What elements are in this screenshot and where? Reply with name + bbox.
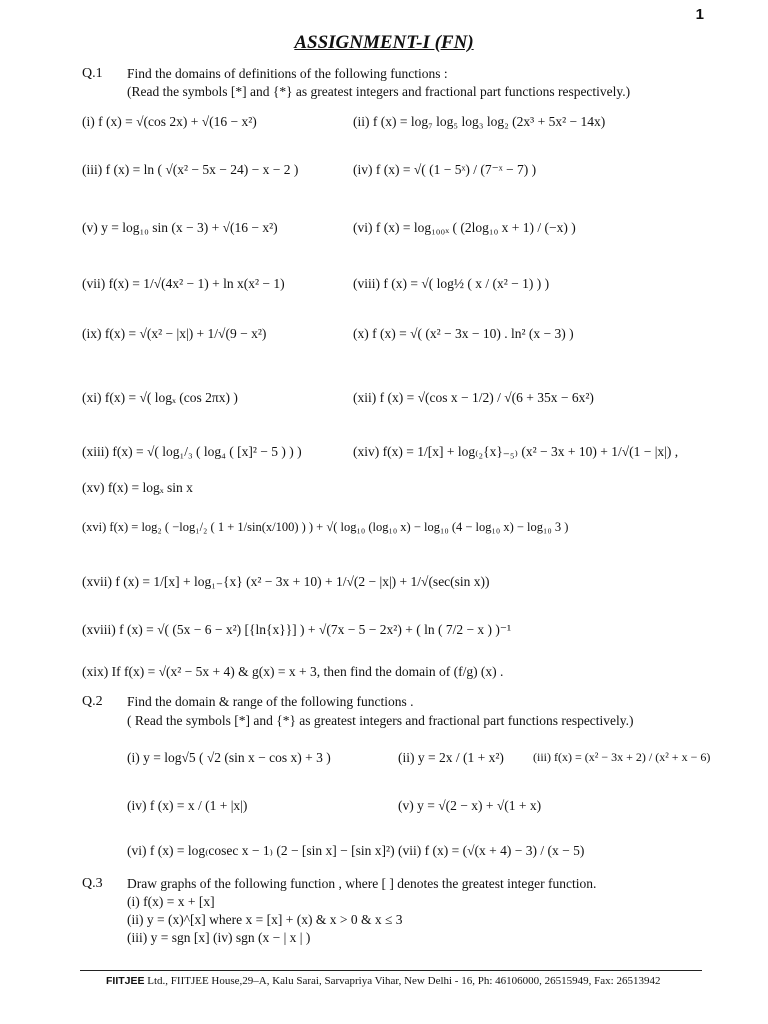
q1-item-xiv: (xiv) f(x) = 1/[x] + log₍₂{x}₋₅₎ (x² − 3x + 10) + 1/√(1 − |x|) , [353,444,679,459]
q2-item-vi: (vi) f (x) = log₍cosec x − 1₎ (2 − [sin x] − [sin x]²) [127,843,395,858]
q1-heading: Find the domains of definitions of the following functions : [127,66,448,81]
q2-number: Q.2 [82,694,103,709]
q2-item-ii: (ii) y = 2x / (1 + x²) [398,750,504,765]
footer [106,975,660,987]
page-number: 1 [695,6,704,23]
q2-item-vii: (vii) f (x) = (√(x + 4) − 3) / (x − 5) [398,843,585,858]
q1-item-xi: (xi) f(x) = √( logₓ (cos 2πx) ) [82,390,238,405]
footer-divider [80,970,702,971]
q1-item-x: (x) f (x) = √( (x² − 3x − 10) . ln² (x − 3) ) [353,326,574,341]
q2-item-i: (i) y = log√5 ( √2 (sin x − cos x) + 3 ) [127,750,331,765]
q1-item-v: (v) y = log₁₀ sin (x − 3) + √(16 − x²) [82,220,278,235]
footer-text: Ltd., FIITJEE House,29–A, Kalu Sarai, Sarvapriya Vihar, New Delhi - 16, Ph: 46106000, 26515949, Fax: 26513942 [144,975,661,987]
q2-item-iii: (iii) f(x) = (x² − 3x + 2) / (x² + x − 6) [533,750,711,764]
q1-item-i: (i) f (x) = √(cos 2x) + √(16 − x²) [82,114,257,129]
q3-heading: Draw graphs of the following function , where [ ] denotes the greatest integer function. [127,876,597,891]
q1-item-iii: (iii) f (x) = ln ( √(x² − 5x − 24) − x − 2 ) [82,162,299,177]
q1-item-ii: (ii) f (x) = log₇ log₅ log₃ log₂ (2x³ + 5x² − 14x) [353,114,606,129]
q1-item-xv: (xv) f(x) = logₓ sin x [82,480,193,495]
q1-item-viii: (viii) f (x) = √( log½ ( x / (x² − 1) ) ) [353,276,550,291]
q3-item-ii: (ii) y = (x)^[x] where x = [x] + (x) & x > 0 & x ≤ 3 [127,912,403,927]
q2-note: ( Read the symbols [*] and {*} as greatest integers and fractional part functions respectively.) [127,713,634,728]
q1-item-ix: (ix) f(x) = √(x² − |x|) + 1/√(9 − x²) [82,326,267,341]
q1-number: Q.1 [82,66,103,81]
q1-item-xvii: (xvii) f (x) = 1/[x] + log₁₋{x} (x² − 3x + 10) + 1/√(2 − |x|) + 1/√(sec(sin x)) [82,574,490,589]
q1-item-xix: (xix) If f(x) = √(x² − 5x + 4) & g(x) = x + 3, then find the domain of (f/g) (x) . [82,664,504,679]
q1-item-xvi: (xvi) f(x) = log₂ ( −log₁/₂ ( 1 + 1/sin(x/100) ) ) + √( log₁₀ (log₁₀ x) − log₁₀ (4 − log₁₀ x) − log₁₀ 3 ) [82,520,569,534]
page-title: ASSIGNMENT-I (FN) [294,32,474,53]
q1-item-xiii: (xiii) f(x) = √( log₁/₃ ( log₄ ( [x]² − 5 ) ) ) [82,444,302,459]
q1-note: (Read the symbols [*] and {*} as greatest integers and fractional part functions respectively.) [127,84,631,99]
q1-item-vii: (vii) f(x) = 1/√(4x² − 1) + ln x(x² − 1) [82,276,285,291]
q1-item-xviii: (xviii) f (x) = √( (5x − 6 − x²) [{ln{x}}] ) + √(7x − 5 − 2x²) + ( ln ( 7/2 − x ) )⁻¹ [82,622,512,637]
q1-item-iv: (iv) f (x) = √( (1 − 5ˣ) / (7⁻ˣ − 7) ) [353,162,537,177]
q2-heading: Find the domain & range of the following functions . [127,694,414,709]
q3-item-iii: (iii) y = sgn [x] (iv) sgn (x − | x | ) [127,930,311,945]
q2-item-v: (v) y = √(2 − x) + √(1 + x) [398,798,542,813]
q1-item-vi: (vi) f (x) = log₁₀₀ₓ ( (2log₁₀ x + 1) / (−x) ) [353,220,576,235]
q3-number: Q.3 [82,876,103,891]
q1-item-xii: (xii) f (x) = √(cos x − 1/2) / √(6 + 35x − 6x²) [353,390,594,405]
q3-item-i: (i) f(x) = x + [x] [127,894,215,909]
footer-brand: FIITJEE [106,975,145,987]
q2-item-iv: (iv) f (x) = x / (1 + |x|) [127,798,248,813]
